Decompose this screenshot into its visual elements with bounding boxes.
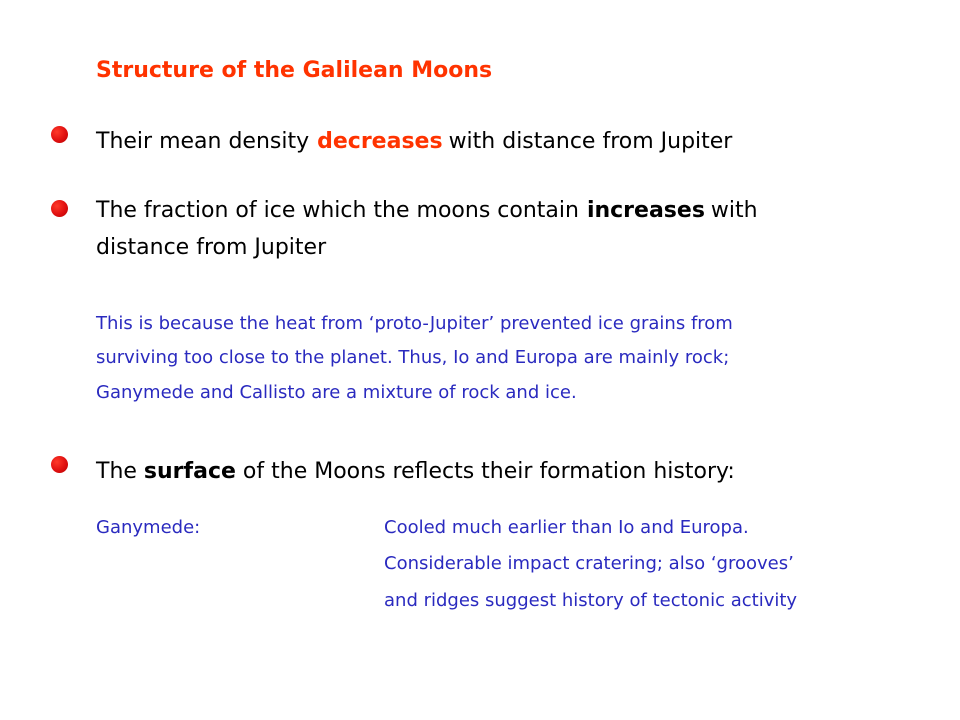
explanation-line: This is because the heat from ‘proto-Jupiter’ prevented ice grains from: [96, 313, 733, 334]
bullet-icon: [51, 200, 68, 217]
ganymede-detail-line: and ridges suggest history of tectonic activity: [384, 590, 798, 611]
explanation-line: Ganymede and Callisto are a mixture of rock and ice.: [96, 382, 577, 403]
point-density-highlight: decreases: [317, 129, 443, 154]
ganymede-detail-line: Cooled much earlier than Io and Europa.: [384, 517, 749, 538]
bullet-icon: [51, 456, 68, 473]
point-ice-text-before: The fraction of ice which the moons contain: [96, 198, 579, 223]
bullet-icon: [51, 126, 68, 143]
point-surface-text-before: The: [96, 459, 137, 484]
point-density-text-before: Their mean density: [96, 129, 310, 154]
ganymede-label: Ganymede:: [96, 517, 201, 538]
point-density: [96, 129, 732, 154]
point-density-text-after: with distance from Jupiter: [448, 129, 733, 154]
explanation-line: surviving too close to the planet. Thus, Io and Europa are mainly rock;: [96, 347, 730, 368]
point-ice-fraction-continued: distance from Jupiter: [96, 235, 327, 260]
point-ice-text-after: with: [710, 198, 758, 223]
point-surface-text-after: of the Moons reflects their formation history:: [242, 459, 735, 484]
slide-title: Structure of the Galilean Moons: [96, 58, 493, 83]
point-ice-highlight: increases: [586, 198, 705, 223]
point-surface-highlight: surface: [143, 459, 236, 484]
ganymede-detail-line: Considerable impact cratering; also ‘grooves’: [384, 553, 794, 574]
point-ice-fraction: [96, 198, 758, 223]
point-surface: [96, 459, 735, 484]
